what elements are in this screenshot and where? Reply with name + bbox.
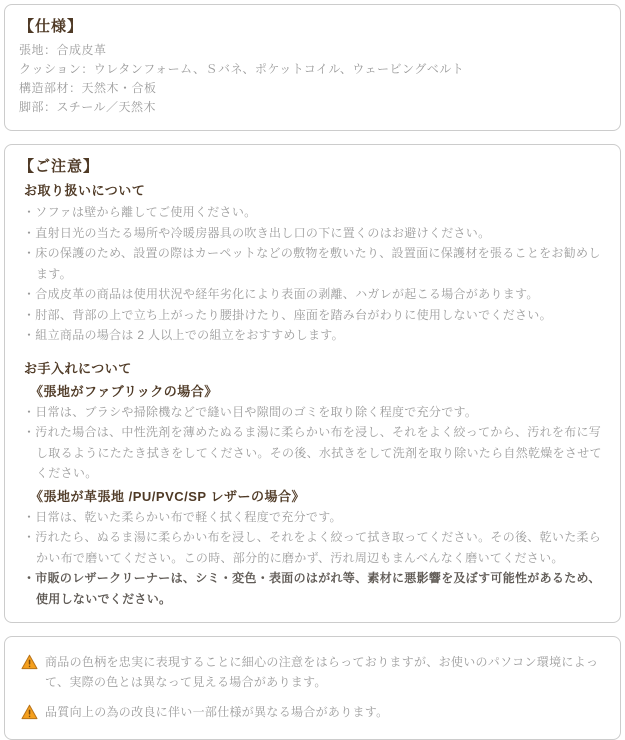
disclaimer-text-spec: 品質向上の為の改良に伴い一部仕様が異なる場合があります。 bbox=[45, 705, 389, 719]
care-fabric-item: ・日常は、ブラシや掃除機などで縫い目や隙間のゴミを取り除く程度で充分です。 bbox=[23, 404, 478, 419]
warning-triangle-icon bbox=[21, 704, 38, 720]
care-leather-item: ・日常は、乾いた柔らかい布で軽く拭く程度で充分です。 bbox=[23, 509, 342, 524]
spec-line-upholstery: 張地：合成皮革 bbox=[19, 43, 107, 57]
handling-item: ・組立商品の場合は 2 人以上での組立をおすすめします。 bbox=[23, 328, 344, 342]
handling-heading: お取り扱いについて bbox=[24, 183, 146, 198]
spec-line-legs: 脚部：スチール／天然木 bbox=[19, 100, 157, 114]
handling-item: ・ソファは壁から離してご使用ください。 bbox=[23, 205, 257, 219]
spec-box bbox=[4, 4, 621, 131]
care-leather-item: ・汚れたら、ぬるま湯に柔らかい布を浸し、それをよく絞って拭き取ってください。その後、乾いた柔らかい布で磨いてください。この時、部分的に磨かず、汚れ周辺もまんべんなく磨いてください。 bbox=[23, 530, 602, 565]
warning-triangle-icon bbox=[21, 654, 38, 670]
care-leather-item-caution: ・市販のレザークリーナーは、シミ・変色・表面のはがれ等、素材に悪影響を及ぼす可能性があるため、使用しないでください。 bbox=[23, 571, 601, 606]
spec-line-structure: 構造部材：天然木・合板 bbox=[19, 81, 157, 95]
care-fabric-item: ・汚れた場合は、中性洗剤を薄めたぬるま湯に柔らかい布を浸し、それをよく絞ってから、汚れを布に写し取るようにたたき拭きをしてください。その後、水拭きをして洗剤を取り除いたら自然乾燥をさせてください。 bbox=[23, 425, 602, 480]
spec-box-title: 【仕様】 bbox=[19, 18, 84, 35]
care-heading: お手入れについて bbox=[24, 360, 132, 376]
handling-item: ・直射日光の当たる場所や冷暖房器具の吹き出し口の下に置くのはお避けください。 bbox=[23, 225, 491, 240]
disclaimer-text-color: 商品の色柄を忠実に表現することに細心の注意をはらっておりますが、お使いのパソコン環境によって、実際の色とは異なって見える場合があります。 bbox=[45, 655, 599, 689]
spec-line-cushion: クッション：ウレタンフォーム、Ｓバネ、ポケットコイル、ウェービングベルト bbox=[19, 62, 465, 76]
care-fabric-heading: 《張地がファブリックの場合》 bbox=[30, 383, 218, 399]
disclaimer-box bbox=[4, 636, 621, 740]
notice-box-title: 【ご注意】 bbox=[19, 158, 100, 175]
notice-box bbox=[4, 144, 621, 623]
disclaimer-item bbox=[21, 703, 606, 723]
disclaimer-item bbox=[21, 653, 606, 692]
handling-item: ・床の保護のため、設置の際はカーペットなどの敷物を敷いたり、設置面に保護材を張ることをお勧めします。 bbox=[23, 246, 601, 281]
care-leather-heading: 《張地が革張地 /PU/PVC/SP レザーの場合》 bbox=[30, 488, 305, 504]
spacer bbox=[19, 346, 606, 357]
handling-item: ・肘部、背部の上で立ち上がったり腰掛けたり、座面を踏み台がわりに使用しないでください。 bbox=[23, 307, 552, 322]
handling-item: ・合成皮革の商品は使用状況や経年劣化により表面の剥離、ハガレが起こる場合があります。 bbox=[23, 287, 539, 301]
